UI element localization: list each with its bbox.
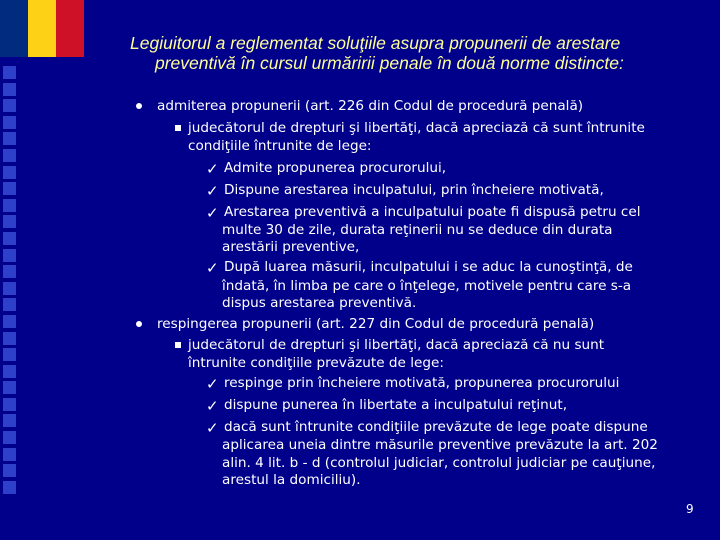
- bullet-text: respingerea propunerii (art. 227 din Codul de procedură penală): [157, 316, 595, 332]
- sub-bullet-text: judecătorul de drepturi şi libertăţi, dacă apreciază că sunt întrunite: [188, 120, 645, 136]
- bullet-text: admiterea propunerii (art. 226 din Codul de procedură penală): [157, 98, 584, 114]
- check-item-text: Dispune arestarea inculpatului, prin încheiere motivată,: [224, 182, 604, 198]
- check-item-text: dispune punerea în libertate a inculpatului reţinut,: [224, 397, 568, 413]
- check-item-text: Admite propunerea procurorului,: [224, 160, 447, 176]
- check-item-text: arestul la domiciliu).: [222, 472, 361, 488]
- check-item-text: îndată, în limba pe care o înţelege, motivele pentru care s-a: [222, 278, 632, 294]
- sub-bullet-text: condiţiile întrunite de lege:: [188, 138, 372, 154]
- page-number: 9: [686, 502, 694, 516]
- check-item-text: alin. 4 lit. b - d (controlul judiciar, controlul judiciar pe cauţiune,: [222, 455, 656, 471]
- checkmark-icon: ✓: [206, 375, 219, 393]
- check-item-text: dacă sunt întrunite condiţiile prevăzute de lege poate dispune: [224, 419, 648, 435]
- sub-bullet-text: întrunite condiţiile prevăzute de lege:: [188, 355, 444, 371]
- square-bullet-icon: [175, 125, 181, 131]
- checkmark-icon: ✓: [206, 204, 219, 222]
- checkmark-icon: ✓: [206, 160, 219, 178]
- round-bullet-icon: [136, 103, 142, 109]
- title-line-1: Legiuitorul a reglementat soluţiile asupra propunerii de arestare: [130, 33, 621, 53]
- check-item-text: dispus arestarea preventivă.: [222, 295, 417, 311]
- checkmark-icon: ✓: [206, 397, 219, 415]
- check-item-text: multe 30 de zile, durata reţinerii nu se deduce din durata: [222, 222, 613, 238]
- check-item-text: aplicarea uneia dintre măsurile preventive prevăzute la art. 202: [222, 437, 658, 453]
- title-line-2: preventivă în cursul urmăririi penale în două norme distincte:: [155, 53, 624, 73]
- check-item-text: arestării preventive,: [222, 239, 360, 255]
- sub-bullet-text: judecătorul de drepturi şi libertăţi, dacă apreciază că nu sunt: [188, 337, 605, 353]
- checkmark-icon: ✓: [206, 419, 219, 437]
- checkmark-icon: ✓: [206, 259, 219, 277]
- round-bullet-icon: [136, 321, 142, 327]
- check-item-text: După luarea măsurii, inculpatului i se aduc la cunoştinţă, de: [224, 259, 633, 275]
- square-bullet-icon: [175, 342, 181, 348]
- checkmark-icon: ✓: [206, 182, 219, 200]
- check-item-text: respinge prin încheiere motivată, propunerea procurorului: [224, 375, 620, 391]
- check-item-text: Arestarea preventivă a inculpatului poate fi dispusă petru cel: [224, 204, 641, 220]
